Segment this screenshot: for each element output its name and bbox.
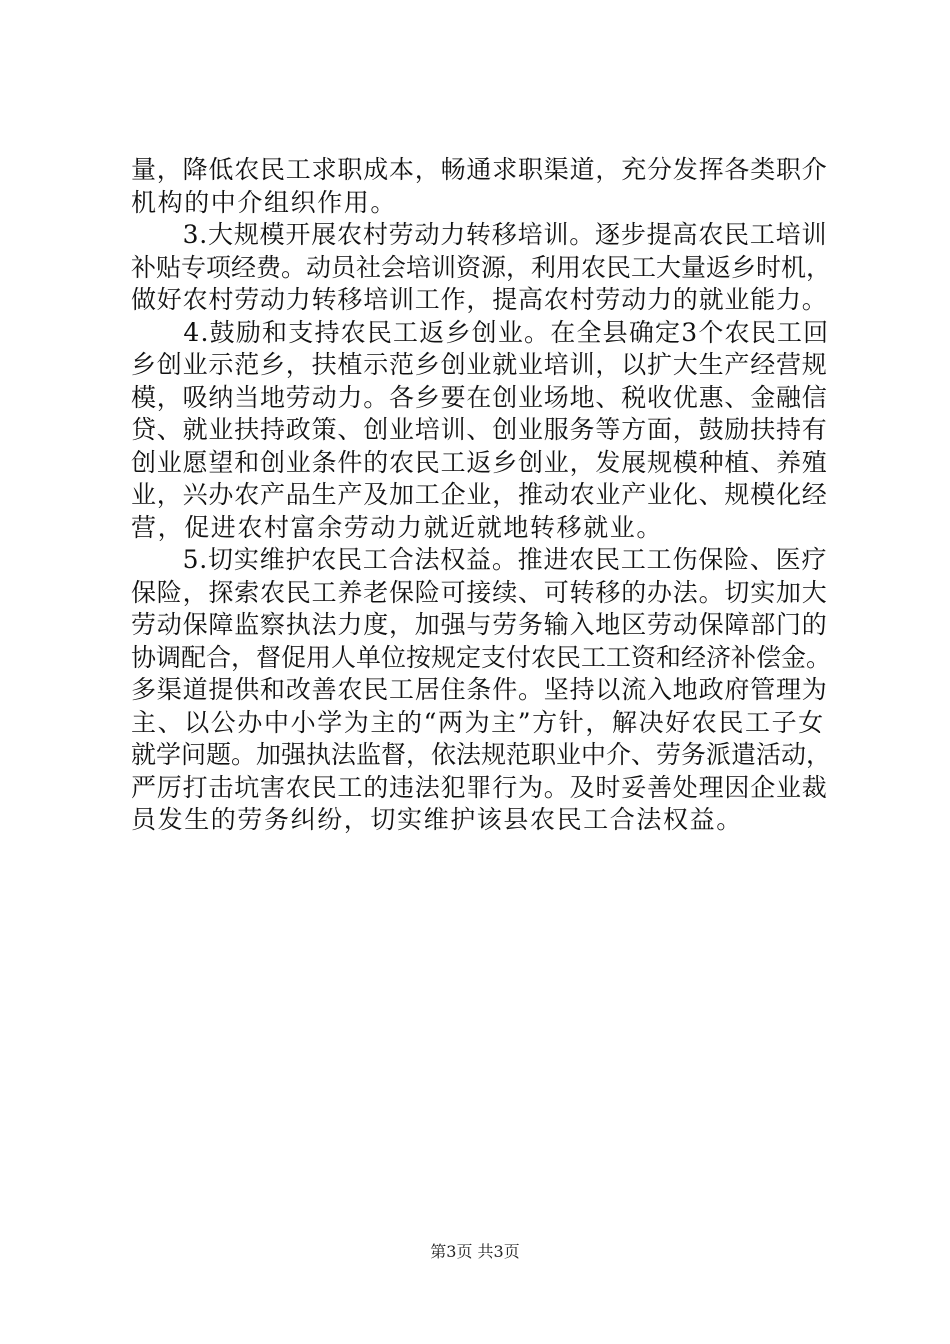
text-line: 做好农村劳动力转移培训工作，提高农村劳动力的就业能力。 — [131, 285, 828, 314]
text-line: 严厉打击坑害农民工的违法犯罪行为。及时妥善处理因企业裁 — [131, 772, 828, 802]
text-line: 主、以公办中小学为主的“两为主”方针，解决好农民工子女 — [131, 707, 825, 737]
text-line: 劳动保障监察执法力度，加强与劳务输入地区劳动保障部门的 — [131, 610, 828, 639]
text-line: 3.大规模开展农村劳动力转移培训。逐步提高农民工培训 — [131, 220, 828, 249]
text-line: 员发生的劳务纠纷，切实维护该县农民工合法权益。 — [131, 805, 743, 834]
text-line: 就学问题。加强执法监督，依法规范职业中介、劳务派遣活动， — [131, 740, 832, 769]
text-line: 机构的中介组织作用。 — [131, 187, 398, 217]
text-line: 乡创业示范乡，扶植示范乡创业就业培训，以扩大生产经营规 — [131, 350, 828, 379]
text-line: 协调配合，督促用人单位按规定支付农民工工资和经济补偿金。 — [131, 642, 832, 672]
document-body — [131, 154, 831, 837]
text-line: 5.切实维护农民工合法权益。推进农民工工伤保险、医疗 — [131, 545, 828, 574]
text-line: 营，促进农村富余劳动力就近就地转移就业。 — [131, 512, 664, 542]
text-line: 创业愿望和创业条件的农民工返乡创业，发展规模种植、养殖 — [131, 447, 828, 477]
text-line: 量，降低农民工求职成本，畅通求职渠道，充分发挥各类职介 — [131, 155, 828, 184]
text-line: 4.鼓励和支持农民工返乡创业。在全县确定3个农民工回 — [131, 317, 830, 347]
page-number: 第3页 共3页 — [430, 1242, 520, 1261]
text-line: 业，兴办农产品生产及加工企业，推动农业产业化、规模化经 — [131, 480, 828, 509]
text-line: 补贴专项经费。动员社会培训资源，利用农民工大量返乡时机， — [131, 252, 832, 282]
text-line: 保险，探索农民工养老保险可接续、可转移的办法。切实加大 — [131, 577, 828, 607]
text-line: 多渠道提供和改善农民工居住条件。坚持以流入地政府管理为 — [131, 675, 828, 704]
text-line: 贷、就业扶持政策、创业培训、创业服务等方面，鼓励扶持有 — [131, 415, 828, 444]
text-line: 模，吸纳当地劳动力。各乡要在创业场地、税收优惠、金融信 — [131, 382, 828, 412]
